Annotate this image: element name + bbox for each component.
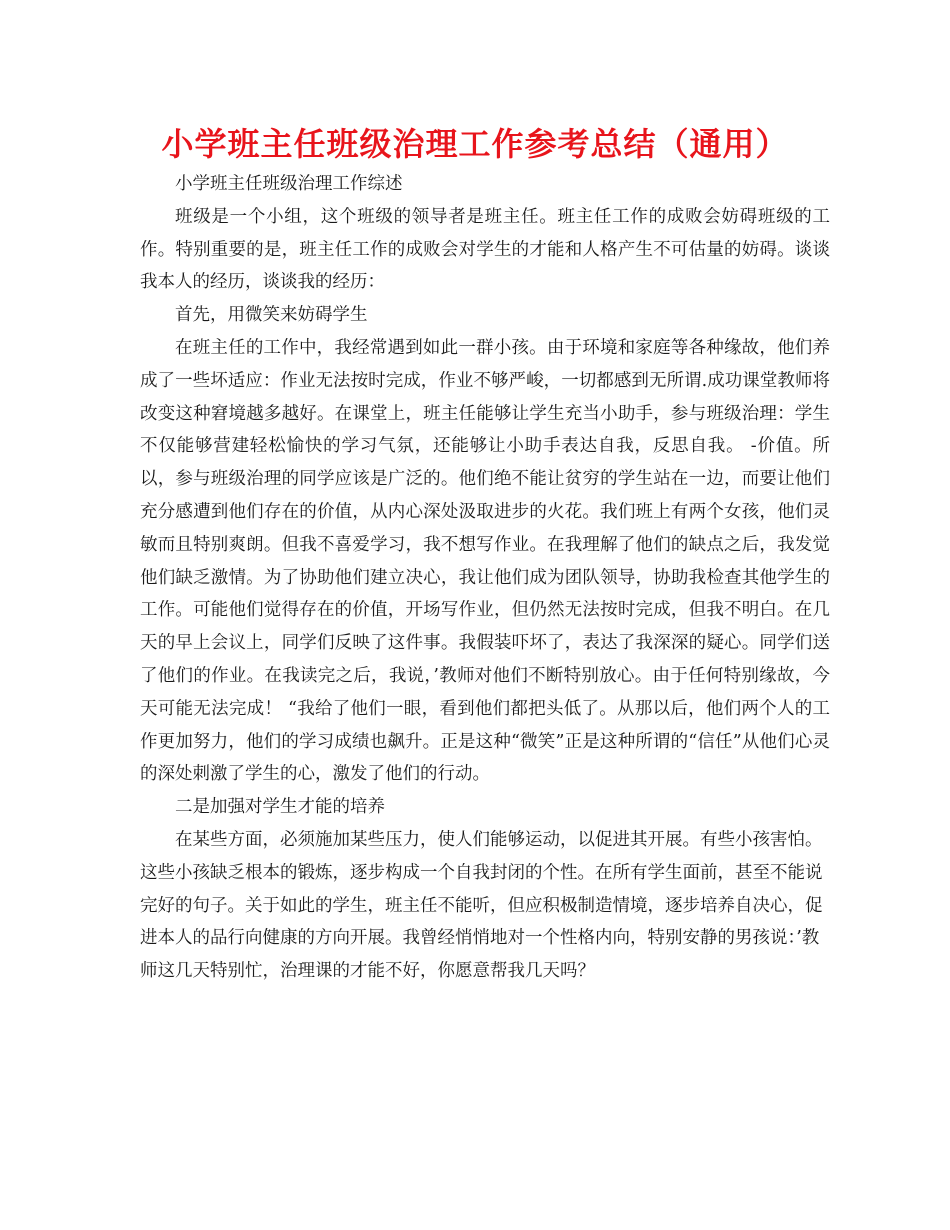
section-heading-1: 首先，用微笑来妨碍学生	[175, 305, 368, 326]
section-subtitle: 小学班主任班级治理工作综述	[175, 174, 403, 194]
document-body	[140, 168, 830, 988]
paragraph-intro: 班级是一个小组，这个班级的领导者是班主任。班主任工作的成败会妨碍班级的工作。特别重要的是，班主任工作的成败会对学生的才能和人格产生不可估量的妨碍。谈谈我本人的经历，谈谈我的经历：	[140, 206, 830, 293]
section-heading-2: 二是加强对学生才能的培养	[175, 797, 385, 818]
paragraph-section-1: 在班主任的工作中，我经常遇到如此一群小孩。由于环境和家庭等各种缘故，他们养成了一些坏适应：作业无法按时完成，作业不够严峻，一切都感到无所谓.成功课堂教师将改变这种窘境越多越好。在课堂上，班主任能够让学生充当小助手，参与班级治理：学生不仅能够营建轻松愉快的学习气氛，还能够让小助手表达自我，反思自我。 -价值。所以，参与班级治理的同学应该是广泛的。他们绝不能让贫穷的学生站在一边，而要让他们充分感遭到他们存在的价值，从内心深处汲取进步的火花。我们班上有两个女孩，他们灵敏而且特别爽朗。但我不喜爱学习，我不想写作业。在我理解了他们的缺点之后，我发觉他们缺乏激情。为了协助他们建立决心，我让他们成为团队领导，协助我检查其他学生的工作。可能他们觉得存在的价值，开场写作业，但仍然无法按时完成，但我不明白。在几天的早上会议上，同学们反映了这件事。我假装吓坏了，表达了我深深的疑心。同学们送了他们的作业。在我读完之后，我说，’教师对他们不断特别放心。由于任何特别缘故，今天可能无法完成！ “我给了他们一眼，看到他们都把头低了。从那以后，他们两个人的工作更加努力，他们的学习成绩也飙升。正是这种“微笑”正是这种所谓的“信任”从他们心灵的深处刺激了学生的心，激发了他们的行动。	[140, 337, 830, 785]
paragraph-section-2: 在某些方面，必须施加某些压力，使人们能够运动，以促进其开展。有些小孩害怕。这些小孩缺乏根本的锻炼，逐步构成一个自我封闭的个性。在所有学生面前，甚至不能说完好的句子。关于如此的学生，班主任不能听，但应积极制造情境，逐步培养自决心，促进本人的品行向健康的方向开展。我曾经悄悄地对一个性格内向，特别安静的男孩说：’教师这几天特别忙，治理课的才能不好，你愿意帮我几天吗？	[140, 829, 823, 982]
document-title: 小学班主任班级治理工作参考总结（通用）	[161, 125, 789, 163]
